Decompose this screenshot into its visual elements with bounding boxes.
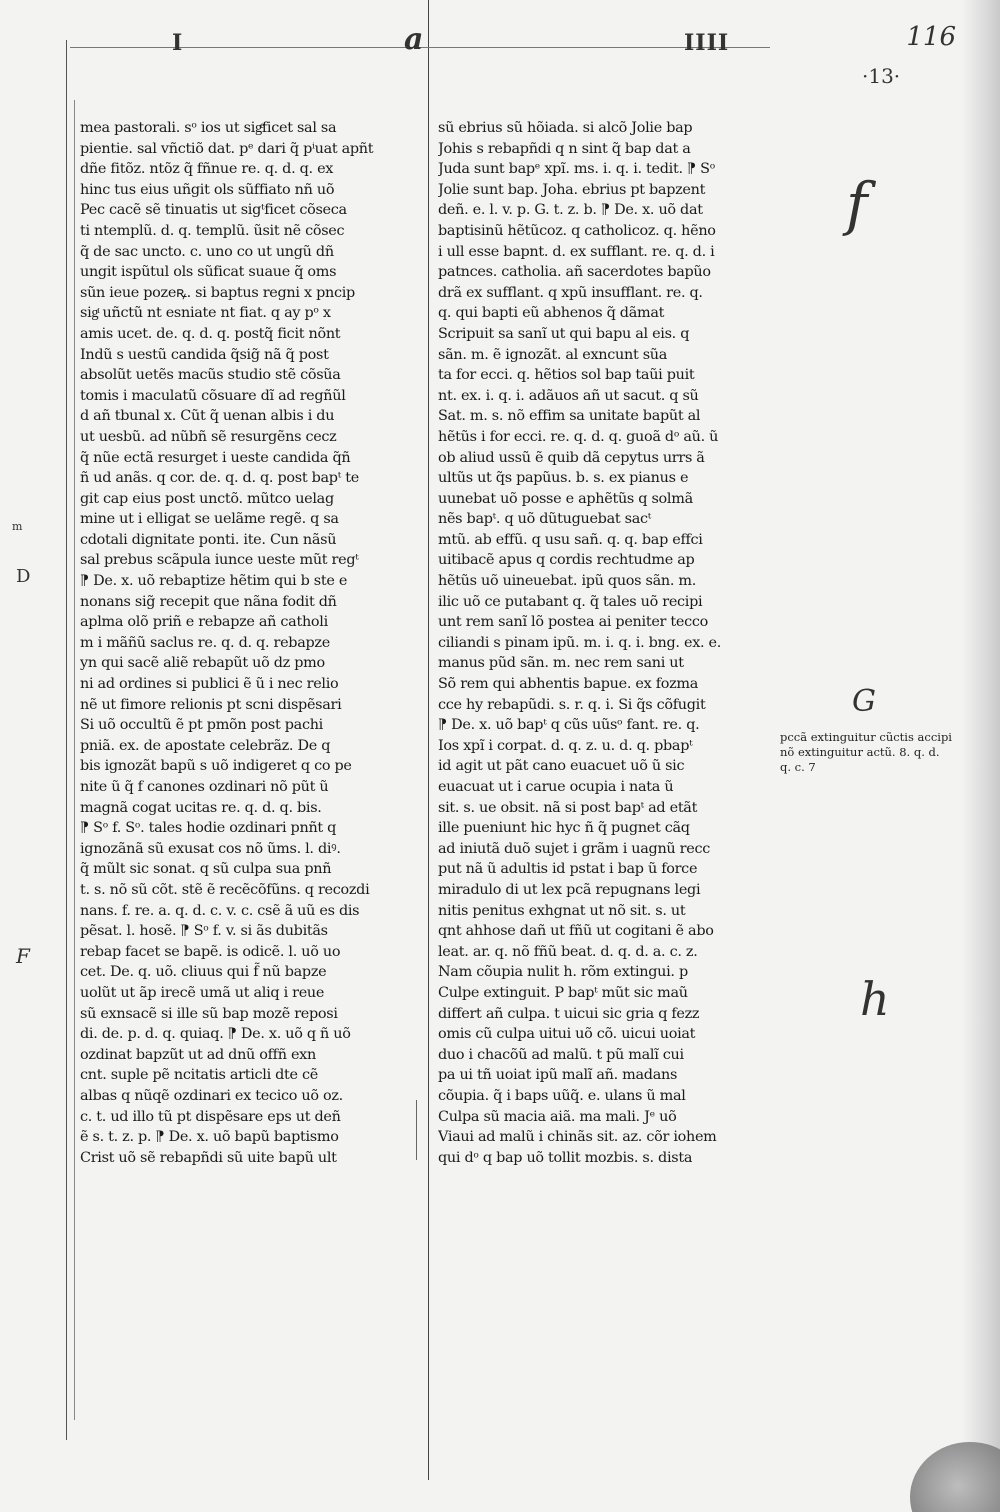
margin-note: [780, 730, 992, 775]
text-line: manus pũd sãn. m. nec rem sani ut: [438, 655, 684, 672]
text-line: ⁋ Sᵒ f. Sᵒ. tales hodie ozdinari pnñt q: [80, 820, 337, 837]
text-line: Culpa sũ macia aiã. ma mali. Jᵉ uõ: [438, 1108, 677, 1125]
text-line: drã ex sufflant. q xpũ insufflant. re. q.: [438, 284, 703, 301]
margin-letter-f: f: [846, 170, 868, 238]
text-line: cce hy rebapũdi. s. r. q. i. Si q̃s cõfugit: [438, 696, 706, 713]
text-line: Juda sunt bapᵉ xpĩ. ms. i. q. i. tedit. ⁋ Sᵒ: [438, 161, 715, 178]
text-line: differt añ culpa. t uicui sic gria q fezz: [438, 1005, 700, 1022]
text-line: deñ. e. l. v. p. G. t. z. b. ⁋ De. x. uõ dat: [438, 202, 703, 219]
text-line: q̃ nũe ectã resurget i ueste candida q̃ñ: [80, 449, 351, 466]
text-line: baptisinũ hẽtũcoz. q catholicoz. q. hẽno: [438, 222, 716, 239]
ruling-left-outer: [66, 40, 67, 1440]
margin-left-d: D: [16, 566, 31, 587]
text-line: ta for ecci. q. hẽtios sol bap taũi puit: [438, 367, 695, 384]
text-line: Viaui ad malũ i chinãs sit. az. cõr iohem: [438, 1129, 717, 1146]
text-line: nt. ex. i. q. i. adãuos añ ut sacut. q sũ: [438, 387, 699, 404]
text-line: Johis s rebapñdi q n sint q̃ bap dat a: [438, 140, 691, 157]
text-line: ignozãnã sũ exusat cos nõ ũms. l. diꝰ.: [80, 840, 341, 857]
text-line: ut uesbũ. ad nũbñ sẽ resurgẽns cecz: [80, 428, 337, 445]
text-line: sũ exnsacẽ si ille sũ bap mozẽ reposi: [80, 1005, 338, 1022]
text-line: q̃ de sac uncto. c. uno co ut ungũ dñ: [80, 243, 334, 260]
text-line: aplma olõ priñ e rebapze añ catholi: [80, 614, 328, 631]
text-line: c. t. ud illo tũ pt dispẽsare eps ut deñ: [80, 1108, 341, 1125]
folio-number: 116: [906, 22, 956, 52]
text-line: pniã. ex. de apostate celebrãz. De q: [80, 737, 331, 754]
text-line: uitibacẽ apus q cordis rechtudme ap: [438, 552, 695, 569]
text-column-left: [80, 118, 410, 1168]
text-line: uunebat uõ posse e aphẽtũs q solmã: [438, 490, 693, 507]
text-line: di. de. p. d. q. quiaq. ⁋ De. x. uõ q ñ uõ: [80, 1026, 351, 1043]
text-line: ungit ispũtul ols sũficat suaue q̃ oms: [80, 264, 337, 281]
ruling-left-inner: [74, 100, 75, 1420]
text-line: leat. ar. q. nõ fñũ beat. d. q. d. a. c. z.: [438, 943, 698, 960]
text-line: nitis penitus exhgnat ut nõ sit. s. ut: [438, 902, 686, 919]
running-head-left: I: [172, 30, 183, 56]
text-line: ille pueniunt hic hyc ñ q̃ pugnet cãq: [438, 820, 690, 837]
text-line: duo i chacõũ ad malũ. t pũ malĩ cui: [438, 1046, 684, 1063]
margin-mark-top-right: ·13·: [862, 64, 901, 88]
text-line: unt rem sanĩ lõ postea ai peniter tecco: [438, 614, 708, 631]
text-line: put nã ũ adultis id pstat i bap ũ force: [438, 861, 698, 878]
text-line: Crist uõ sẽ rebapñdi sũ uite bapũ ult: [80, 1149, 337, 1166]
margin-note-line: nõ extinguitur actũ. 8. q. d.: [780, 745, 940, 759]
running-head-right: IIII: [684, 30, 730, 56]
text-line: Sat. m. s. nõ effim sa unitate bapũt al: [438, 408, 701, 425]
margin-left-small: m: [12, 520, 23, 533]
text-line: ⁋ De. x. uõ rebaptize hẽtim qui b ste e: [80, 573, 348, 590]
text-line: patnces. catholia. añ sacerdotes bapũo: [438, 264, 711, 281]
margin-letter-h: h: [860, 972, 890, 1026]
text-line: cet. De. q. uõ. cliuus qui f̃ nũ bapze: [80, 964, 327, 981]
text-line: sal prebus scãpula iunce ueste mũt regᵗ: [80, 552, 359, 569]
text-line: Culpe extinguit. P bapᵗ mũt sic maũ: [438, 984, 688, 1001]
text-line: cdotali dignitate ponti. ite. Cun nãsũ: [80, 531, 337, 548]
text-line: sãn. m. ẽ ignozãt. al exncunt sũa: [438, 346, 668, 363]
text-line: id agit ut pãt cano euacuet uõ ũ sic: [438, 758, 685, 775]
text-line: hinc tus eius uñgit ols sũffiato nñ uõ: [80, 181, 335, 198]
text-line: nans. f. re. a. q. d. c. v. c. csẽ ã uũ es dis: [80, 902, 360, 919]
text-line: Scripuit sa sanĩ ut qui bapu al eis. q: [438, 325, 690, 342]
text-line: absolũt uetẽs macũs studio stẽ cõsũa: [80, 367, 341, 384]
text-line: uolũt ut ãp irecẽ umã ut aliq i reue: [80, 984, 325, 1001]
text-column-right: [438, 118, 768, 1168]
text-line: Si uõ occultũ ẽ pt pmõn post pachi: [80, 717, 323, 734]
text-line: Nam cõupia nulit h. rõm extingui. p: [438, 964, 688, 981]
text-line: Ios xpĩ i corpat. d. q. z. u. d. q. pbapᵗ: [438, 737, 693, 754]
text-line: miradulo di ut lex pcã repugnans legi: [438, 881, 701, 898]
text-line: Sõ rem qui abhentis bapue. ex fozma: [438, 676, 698, 693]
text-line: ozdinat bapzũt ut ad dnũ offñ exn: [80, 1046, 316, 1063]
text-line: ilic uõ ce putabant q. q̃ tales uõ recipi: [438, 593, 703, 610]
text-line: git cap eius post unctõ. mũtco uelag: [80, 490, 334, 507]
text-line: ẽ s. t. z. p. ⁋ De. x. uõ bapũ baptismo: [80, 1129, 339, 1146]
text-line: cõupia. q̃ i baps uũq̃. e. ulans ũ mal: [438, 1087, 686, 1104]
text-line: yn qui sacẽ aliẽ rebapũt uõ dz pmo: [80, 655, 325, 672]
text-line: q. qui bapti eũ abhenos q̃ dãmat: [438, 305, 665, 322]
text-line: omis cũ culpa uitui uõ cõ. uicui uoiat: [438, 1026, 696, 1043]
text-line: magnã cogat ucitas re. q. d. q. bis.: [80, 799, 322, 816]
text-line: hẽtũs i for ecci. re. q. d. q. guoã dᵒ aũ. ũ: [438, 428, 719, 445]
text-line: mea pastorali. sᵒ ios ut sigͤficet sal sa: [80, 120, 337, 136]
text-line: nite ũ q̃ f canones ozdinari nõ pũt ũ: [80, 779, 329, 795]
text-line: ⁋ De. x. uõ bapᵗ q cũs uũsᵒ fant. re. q.: [438, 717, 700, 734]
text-line: sũn ieue pozeꝶ. si baptus regni x pncip: [80, 284, 355, 301]
margin-note-line: pccã extinguitur cũctis accipi: [780, 730, 952, 744]
margin-letter-g: G: [852, 684, 876, 719]
text-line: pẽsat. l. hosẽ. ⁋ Sᵒ f. v. si ãs dubitãs: [80, 923, 328, 940]
text-line: mine ut i elligat se uelãme regẽ. q sa: [80, 511, 339, 528]
text-line: ad iniutã duõ sujet i grãm i uagnũ recc: [438, 840, 710, 857]
margin-left-f: F: [16, 944, 30, 968]
text-line: pientie. sal vñctiõ dat. pᵉ dari q̃ pⁱuat apñt: [80, 140, 374, 157]
text-line: q̃ mũlt sic sonat. q sũ culpa sua pnñ: [80, 861, 332, 878]
text-line: t. s. nõ sũ cõt. stẽ ẽ recẽcõfũns. q recozdi: [80, 881, 370, 898]
page-corner-fold: [910, 1442, 1000, 1512]
text-line: qui dᵒ q bap uõ tollit mozbis. s. dista: [438, 1149, 693, 1166]
text-line: tomis i maculatũ cõsuare dĩ ad regñũl: [80, 387, 346, 404]
text-line: d añ tbunal x. Cũt q̃ uenan albis i du: [80, 408, 335, 425]
text-line: albas q nũqẽ ozdinari ex tecico uõ oz.: [80, 1087, 343, 1104]
text-line: qnt ahhose dañ ut fñũ ut cogitani ẽ abo: [438, 923, 714, 940]
text-line: ñ ud anãs. q cor. de. q. d. q. post bapᵗ te: [80, 470, 359, 487]
text-line: pa ui tñ uoiat ipũ malĩ añ. madans: [438, 1067, 678, 1084]
margin-note-line: q. c. 7: [780, 760, 816, 774]
ruling-center-bracket: [416, 1100, 417, 1160]
ruling-center: [428, 0, 429, 1480]
text-line: nẽs bapᵗ. q uõ dũtuguebat sacᵗ: [438, 511, 651, 528]
text-line: nonans sig̃ recepit que nãna fodit dñ: [80, 593, 337, 610]
text-line: mtũ. ab effũ. q usu sañ. q. q. bap effci: [438, 531, 703, 548]
text-line: ciliandi s pinam ipũ. m. i. q. i. bng. ex. e.: [438, 634, 722, 651]
running-head-middle: a: [404, 22, 424, 57]
text-line: sũ ebrius sũ hõiada. si alcõ Jolie bap: [438, 120, 693, 136]
text-line: m i mãñũ saclus re. q. d. q. rebapze: [80, 634, 330, 651]
text-line: sigͭ uñctũ nt esniate nt fiat. q ay pᵒ x: [80, 305, 331, 322]
text-line: Indũ s uestũ candida q̃sig̃ nã q̃ post: [80, 346, 329, 363]
text-line: ultũs ut q̃s papũus. b. s. ex pianus e: [438, 470, 689, 487]
text-line: cnt. suple pẽ ncitatis articli dte cẽ: [80, 1067, 319, 1084]
text-line: bis ignozãt bapũ s uõ indigeret q co pe: [80, 758, 352, 775]
text-line: Pec cacẽ sẽ tinuatis ut sigᵗficet cõseca: [80, 202, 347, 219]
text-line: hẽtũs uõ uineuebat. ipũ quos sãn. m.: [438, 573, 697, 590]
text-line: euacuat ut i carue ocupia i nata ũ: [438, 779, 674, 795]
text-line: ni ad ordines si publici ẽ ũ i nec relio: [80, 676, 339, 693]
text-line: Jolie sunt bap. Joha. ebrius pt bapzent: [438, 181, 706, 198]
text-line: ti ntemplũ. d. q. templũ. ũsit nẽ cõsec: [80, 222, 345, 239]
text-line: i ull esse bapnt. d. ex sufflant. re. q. d. i: [438, 243, 715, 260]
text-line: ob aliud ussũ ẽ quib dã cepytus urrs ã: [438, 449, 705, 466]
text-line: rebap facet se bapẽ. is odicẽ. l. uõ uo: [80, 943, 341, 960]
text-line: amis ucet. de. q. d. q. postq̃ ficit nõnt: [80, 325, 341, 342]
text-line: sit. s. ue obsit. nã si post bapᵗ ad etãt: [438, 799, 698, 816]
text-line: dñe fitõz. ntõz q̃ fñnue re. q. d. q. ex: [80, 161, 334, 178]
text-line: nẽ ut fimore relionis pt scni dispẽsari: [80, 696, 342, 713]
